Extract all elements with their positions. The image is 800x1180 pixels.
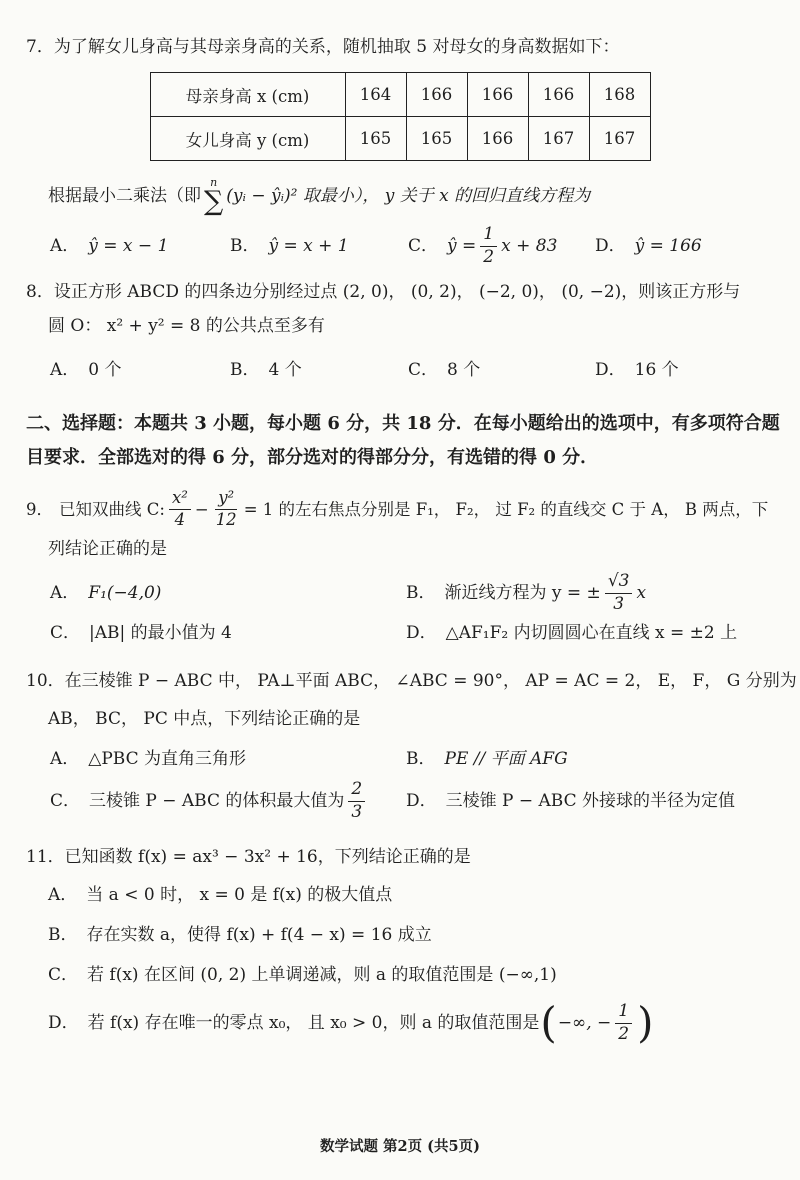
- fraction: $\frac{1}{2}$: [480, 225, 497, 267]
- fraction: $\frac{√3}{3}$: [605, 572, 633, 614]
- q10-option-c: C． 三棱锥 P − ABC 的体积最大值为 $\frac{2}{3}$: [50, 780, 406, 822]
- table-row-daughter: [150, 117, 650, 161]
- cell: 166: [467, 73, 528, 117]
- big-open-paren: (: [540, 998, 557, 1048]
- q10-options-row2: [26, 780, 774, 822]
- question-10: [26, 668, 797, 822]
- q8-number: 8．: [26, 282, 54, 303]
- q8-stem-line1: 8．设正方形 ABCD 的四条边分别经过点 (2, 0)， (0, 2)， (−2, 0)， (0, −2)，则该正方形与: [26, 282, 741, 303]
- q11-option-a: A． 当 a < 0 时， x = 0 是 f(x) 的极大值点: [48, 885, 393, 906]
- cell: 165: [406, 117, 467, 161]
- cell: 165: [345, 117, 406, 161]
- cell: 166: [467, 117, 528, 161]
- q8-option-c: C． 8 个: [408, 360, 481, 381]
- q10-option-d: D． 三棱锥 P − ABC 外接球的半径为定值: [406, 791, 736, 812]
- q8-options: [26, 357, 774, 383]
- question-7: [26, 34, 774, 267]
- q8-option-d: D． 16 个: [595, 360, 679, 381]
- q9-option-d: D． △AF₁F₂ 内切圆圆心在直线 x = ±2 上: [406, 623, 738, 644]
- q10-stem-line1: 10．在三棱锥 P − ABC 中， PA⊥平面 ABC， ∠ABC = 90°， AP = AC = 2， E， F， G 分别为: [26, 671, 797, 692]
- fraction: $\frac{2}{3}$: [348, 780, 365, 822]
- section-2-line2: 目要求．全部选对的得 6 分，部分选对的得部分分，有选错的得 0 分．: [26, 447, 599, 469]
- q7-option-d: D． ŷ = 166: [595, 236, 702, 257]
- sigma-summation: n ∑: [204, 176, 224, 217]
- q7-option-c: C． ŷ = $\frac{1}{2}$ x + 83: [408, 224, 558, 267]
- q9-number: 9．: [26, 499, 53, 519]
- fraction: $\frac{\text{x²}}{4}$: [169, 489, 191, 530]
- height-data-table: [150, 72, 651, 161]
- q10-option-b: B． PE // 平面 AFG: [406, 749, 568, 770]
- least-squares-line: 根据最小二乘法（即 n ∑ (yᵢ − ŷᵢ)² 取最小）， y 关于 x 的回归直线方程为: [48, 176, 591, 217]
- cell: 168: [589, 73, 650, 117]
- row-label: 女儿身高 y (cm): [150, 117, 345, 161]
- cell: 167: [528, 117, 589, 161]
- q9-option-c: C． |AB| 的最小值为 4: [50, 623, 232, 644]
- page-footer: 数学试题 第2页 (共5页): [320, 1138, 480, 1155]
- q8-option-a: A． 0 个: [50, 360, 122, 381]
- q11-stem: 11．已知函数 f(x) = ax³ − 3x² + 16，下列结论正确的是: [26, 847, 471, 868]
- q9-stem-line2: 列结论正确的是: [48, 539, 167, 560]
- q7-option-b: B． ŷ = x + 1: [230, 236, 349, 257]
- q8-option-b: B． 4 个: [230, 360, 302, 381]
- q9-option-a: A． F₁(−4,0): [50, 583, 162, 604]
- q10-option-a: A． △PBC 为直角三角形: [50, 749, 247, 770]
- question-8: [26, 279, 774, 383]
- q7-options: [26, 225, 774, 267]
- fraction: $\frac{1}{2}$: [615, 1002, 632, 1044]
- q7-number: 7．: [26, 37, 54, 57]
- q7-stem: 7．为了解女儿身高与其母亲身高的关系，随机抽取 5 对母女的身高数据如下：: [26, 37, 620, 57]
- cell: 164: [345, 73, 406, 117]
- q11-number: 11．: [26, 847, 65, 868]
- q9-options-row1: [26, 572, 774, 614]
- big-close-paren: ): [637, 998, 654, 1048]
- row-label: 母亲身高 x (cm): [150, 73, 345, 117]
- question-9: [26, 489, 774, 646]
- q10-options-row1: [26, 746, 774, 772]
- cell: 166: [406, 73, 467, 117]
- question-11: [26, 844, 774, 1048]
- q7-option-a: A． ŷ = x − 1: [50, 236, 169, 257]
- table-row-mother: [150, 73, 650, 117]
- q9-option-b: B． 渐近线方程为 y = ± $\frac{√3}{3}$ x: [406, 571, 647, 614]
- q10-number: 10．: [26, 671, 65, 692]
- fraction: $\frac{\text{y²}}{12}$: [215, 488, 237, 530]
- q11-option-b: B． 存在实数 a，使得 f(x) + f(4 − x) = 16 成立: [48, 925, 432, 946]
- cell: 166: [528, 73, 589, 117]
- section-2-line1: 二、选择题：本题共 3 小题，每小题 6 分，共 18 分．在每小题给出的选项中，有多项符合题: [26, 413, 780, 435]
- q8-stem-line2: 圆 O： x² + y² = 8 的公共点至多有: [48, 316, 325, 337]
- q11-option-d: D． 若 f(x) 存在唯一的零点 x₀， 且 x₀ > 0，则 a 的取值范围是 ( −∞, − $\frac{1}{2}$ ): [48, 998, 654, 1048]
- q9-stem-line1: 9． 已知双曲线 C: $\frac{\text{x²}}{4}$ − $\frac{\text{y²}}{12}$ = 1 的左右焦点分别是 F₁， F₂， 过 F₂ 的直线交 C 于 A， B 两点，下: [26, 488, 769, 530]
- q9-options-row2: [26, 620, 774, 646]
- cell: 167: [589, 117, 650, 161]
- q11-option-c: C． 若 f(x) 在区间 (0, 2) 上单调递减，则 a 的取值范围是 (−∞,1): [48, 965, 557, 986]
- section-2-header: [26, 411, 780, 471]
- q10-stem-line2: AB， BC， PC 中点，下列结论正确的是: [48, 709, 361, 730]
